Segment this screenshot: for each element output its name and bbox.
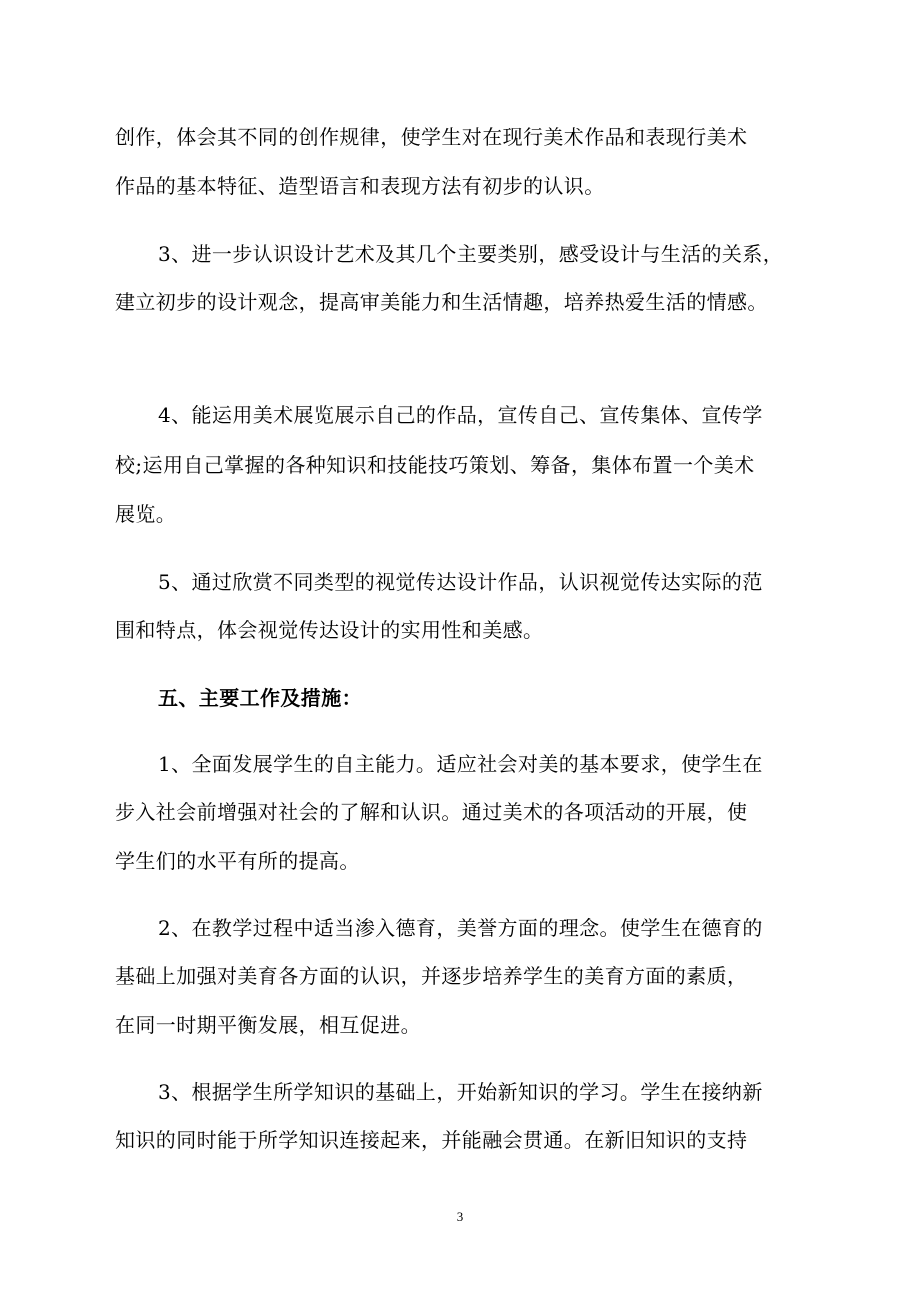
paragraph-line: 4、能运用美术展览展示自己的作品，宣传自己、宣传集体、宣传学	[158, 403, 763, 427]
section-heading: 五、主要工作及措施：	[158, 686, 362, 710]
paragraph-line: 基础上加强对美育各方面的认识，并逐步培养学生的美育方面的素质，	[115, 964, 748, 988]
paragraph-line: 5、通过欣赏不同类型的视觉传达设计作品，认识视觉传达实际的范	[158, 570, 763, 594]
paragraph-line: 步入社会前增强对社会的了解和认识。通过美术的各项活动的开展，使	[115, 800, 748, 824]
paragraph-line: 建立初步的设计观念，提高审美能力和生活情趣，培养热爱生活的情感。	[115, 290, 768, 314]
paragraph-line: 在同一时期平衡发展，相互促进。	[115, 1013, 421, 1037]
paragraph-line: 作品的基本特征、造型语言和表现方法有初步的认识。	[115, 174, 605, 198]
paragraph-line: 创作，体会其不同的创作规律，使学生对在现行美术作品和表现行美术	[115, 125, 748, 149]
paragraph-line: 2、在教学过程中适当渗入德育，美誉方面的理念。使学生在德育的	[158, 916, 763, 940]
paragraph-line: 展览。	[115, 502, 177, 526]
paragraph-line: 1、全面发展学生的自主能力。适应社会对美的基本要求，使学生在	[158, 752, 763, 776]
paragraph-line: 知识的同时能于所学知识连接起来，并能融会贯通。在新旧知识的支持	[115, 1128, 748, 1152]
paragraph-line: 学生们的水平有所的提高。	[115, 849, 360, 873]
page-number: 3	[456, 1209, 464, 1224]
paragraph-line: 3、根据学生所学知识的基础上，开始新知识的学习。学生在接纳新	[158, 1080, 763, 1104]
paragraph-line: 校;运用自己掌握的各种知识和技能技巧策划、筹备，集体布置一个美术	[115, 453, 755, 477]
paragraph-line: 围和特点，体会视觉传达设计的实用性和美感。	[115, 618, 544, 642]
paragraph-line: 3、进一步认识设计艺术及其几个主要类别，感受设计与生活的关系，	[158, 242, 784, 266]
